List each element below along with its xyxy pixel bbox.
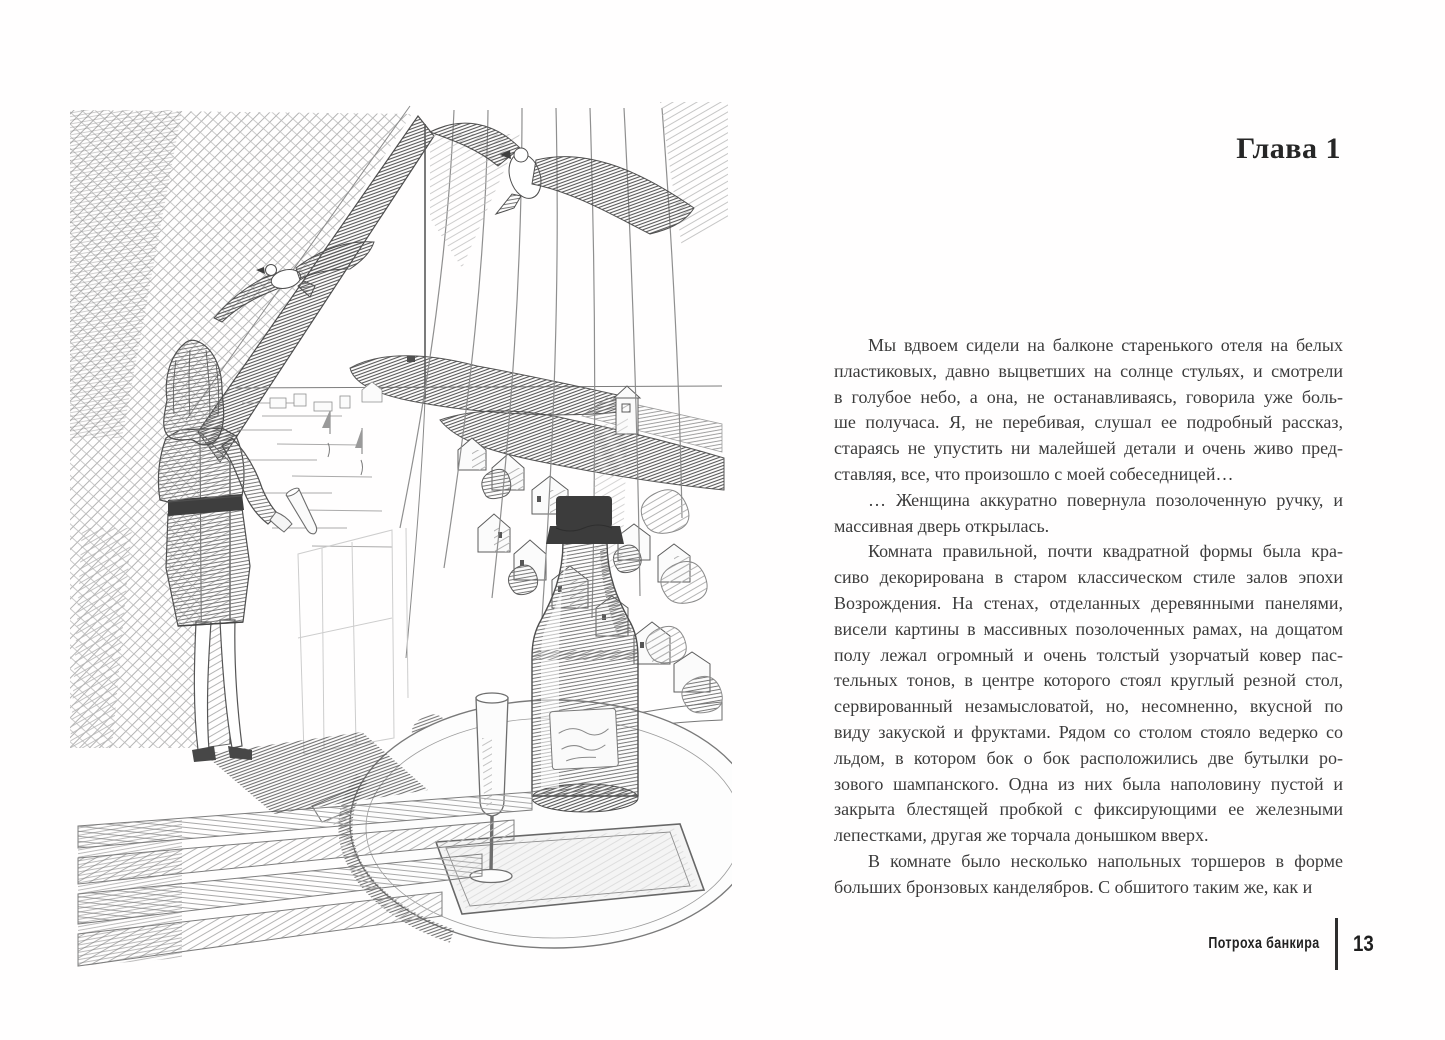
text-column (834, 0, 1343, 1040)
sailboat-marks (322, 410, 363, 475)
text-line: Комната правильной, почти квадратной формы была кра- (868, 541, 1343, 562)
flute-in-hand (285, 487, 321, 537)
text-line: полу лежал огромный и очень толстый узорчатый ковер пас- (834, 644, 1343, 665)
text-line: тельных тонов, в центре которого стоял круглый резной стол, (834, 670, 1343, 691)
text-line: висели картины в массивных позолоченных рамах, на дощатом (834, 618, 1343, 639)
text-line: лепестками, другая же торчала донышком вверх. (834, 825, 1209, 846)
chapter-illustration (62, 98, 732, 988)
text-line: Возрождения. На стенах, отделанных деревянными панелями, (834, 592, 1343, 613)
paragraph (834, 488, 1343, 540)
text-line: виду закуской и фруктами. Рядом со столом стояло ведерко со (834, 721, 1343, 742)
railing-sketch (298, 528, 408, 754)
text-line: сиво декорирована в старом классическом стиле залов эпохи (834, 567, 1343, 588)
text-line: льдом, в котором бок о бок расположились две бутылки ро- (834, 747, 1343, 768)
text-line: стараясь не упустить ни малейшей детали и очень живо пред- (834, 438, 1343, 459)
text-line: Мы вдвоем сидели на балконе старенького отеля на белых (868, 335, 1343, 355)
text-line: сервированный незамысловатой, но, несомненно, вкусной по (834, 696, 1343, 717)
paragraph (834, 539, 1343, 849)
balcony-scene-drawing (62, 98, 732, 988)
bottle-label (550, 708, 619, 769)
text-line: В комнате было несколько напольных торшеров в форме (868, 850, 1343, 871)
running-title: Потроха банкира (1208, 935, 1321, 952)
text-line: … Женщина аккуратно повернула позолоченную ручку, и (868, 489, 1343, 510)
text-line: в голубое небо, а она, не останавливаясь, говорила уже боль- (834, 386, 1343, 407)
text-line: массивная дверь открылась. (834, 515, 1050, 536)
text-line: ставляя, все, что произошло с моей собеседницей… (834, 463, 1234, 484)
page-number: 13 (1352, 931, 1374, 956)
body-text (834, 333, 1343, 901)
paragraph (834, 333, 1343, 488)
chapter-heading: Глава 1 (1236, 132, 1341, 165)
text-line: зового шампанского. Одна из них была наполовину пустой и (834, 773, 1343, 794)
text-line: ше получаса. Я, не перебивая, слушал ее подробный рассказ, (834, 412, 1343, 433)
page-footer (1177, 918, 1377, 970)
champagne-bottle (532, 496, 638, 812)
paragraph (834, 849, 1343, 901)
text-line: больших бронзовых канделябров. С обшитого таким же, как и (834, 876, 1313, 897)
woman-figure (158, 340, 428, 814)
text-line: пластиковых, давно выцветших на солнце стульях, и смотрели (834, 360, 1343, 381)
footer-divider (1335, 918, 1338, 970)
distant-town (270, 382, 382, 411)
text-line: закрыта блестящей пробкой с фиксирующими ее железными (834, 799, 1343, 820)
